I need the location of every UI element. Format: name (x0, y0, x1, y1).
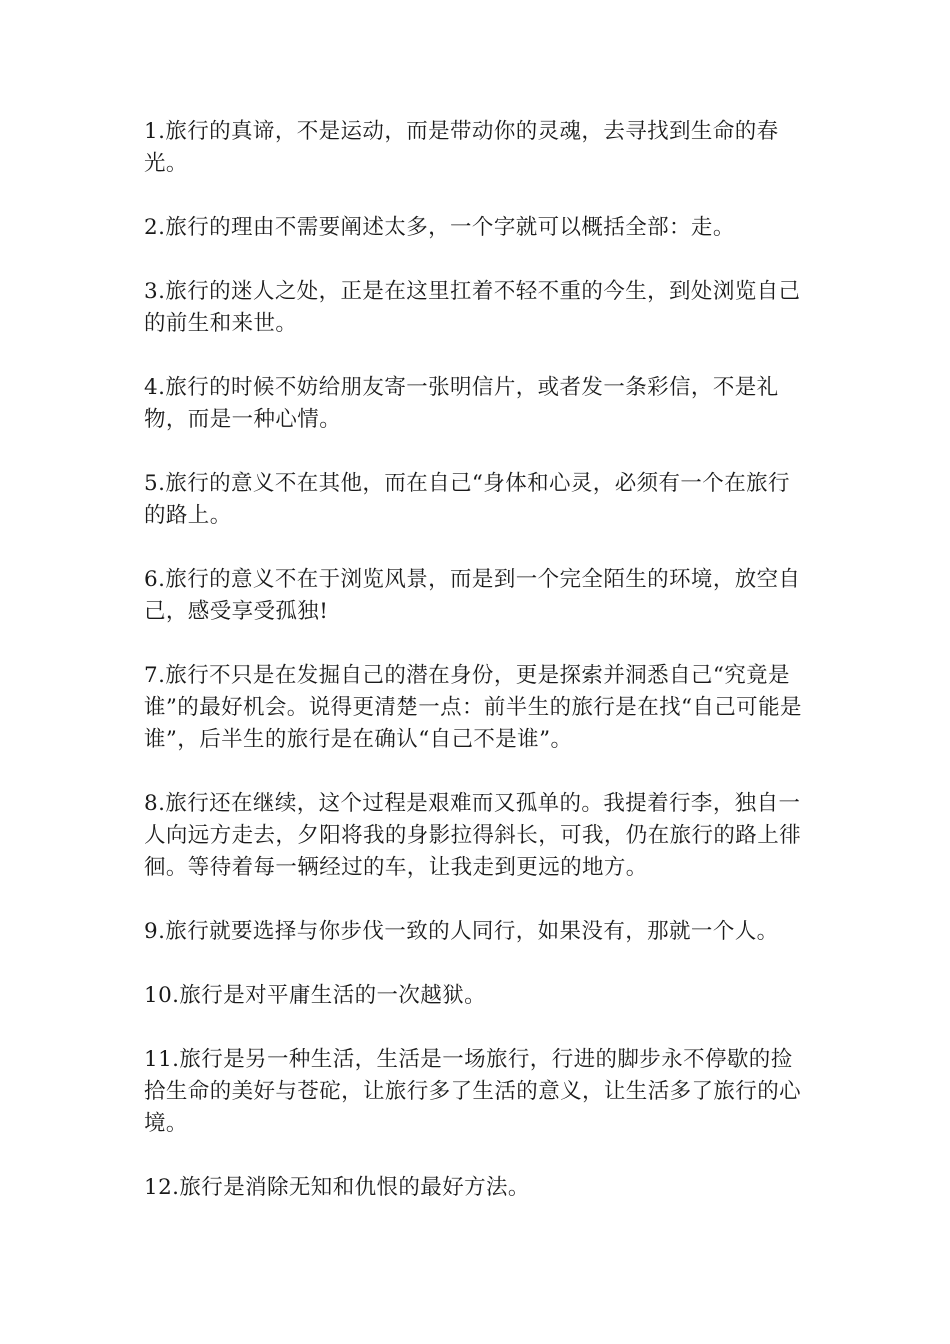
paragraph-4: 4.旅行的时候不妨给朋友寄一张明信片，或者发一条彩信，不是礼物，而是一种心情。 (144, 375, 779, 432)
paragraph-10: 10.旅行是对平庸生活的一次越狱。 (144, 983, 486, 1008)
paragraph-3: 3.旅行的迷人之处，正是在这里扛着不轻不重的今生，到处浏览自己的前生和来世。 (144, 279, 801, 336)
paragraph-2: 2.旅行的理由不需要阐述太多，一个字就可以概括全部：走。 (144, 215, 735, 240)
paragraph-6: 6.旅行的意义不在于浏览风景，而是到一个完全陌生的环境，放空自己，感受享受孤独! (144, 567, 801, 624)
paragraph-12: 12.旅行是消除无知和仇恨的最好方法。 (144, 1175, 530, 1200)
paragraph-7: 7.旅行不只是在发掘自己的潜在身份，更是探索并洞悉自己“究竟是谁”的最好机会。说得更清楚一点：前半生的旅行是在找“自己可能是谁”，后半生的旅行是在确认“自己不是谁”。 (144, 663, 802, 752)
paragraph-5: 5.旅行的意义不在其他，而在自己“身体和心灵，必须有一个在旅行的路上。 (144, 471, 790, 528)
document-body (144, 116, 809, 1236)
paragraph-9: 9.旅行就要选择与你步伐一致的人同行，如果没有，那就一个人。 (144, 919, 779, 944)
paragraph-11: 11.旅行是另一种生活，生活是一场旅行，行进的脚步永不停歇的捡拾生命的美好与苍砣，让旅行多了生活的意义，让生活多了旅行的心境。 (144, 1047, 802, 1136)
paragraph-1: 1.旅行的真谛，不是运动，而是带动你的灵魂，去寻找到生命的春光。 (144, 119, 779, 176)
paragraph-8: 8.旅行还在继续，这个过程是艰难而又孤单的。我提着行李，独自一人向远方走去，夕阳将我的身影拉得斜长，可我，仍在旅行的路上徘徊。等待着每一辆经过的车，让我走到更远的地方。 (144, 791, 802, 880)
